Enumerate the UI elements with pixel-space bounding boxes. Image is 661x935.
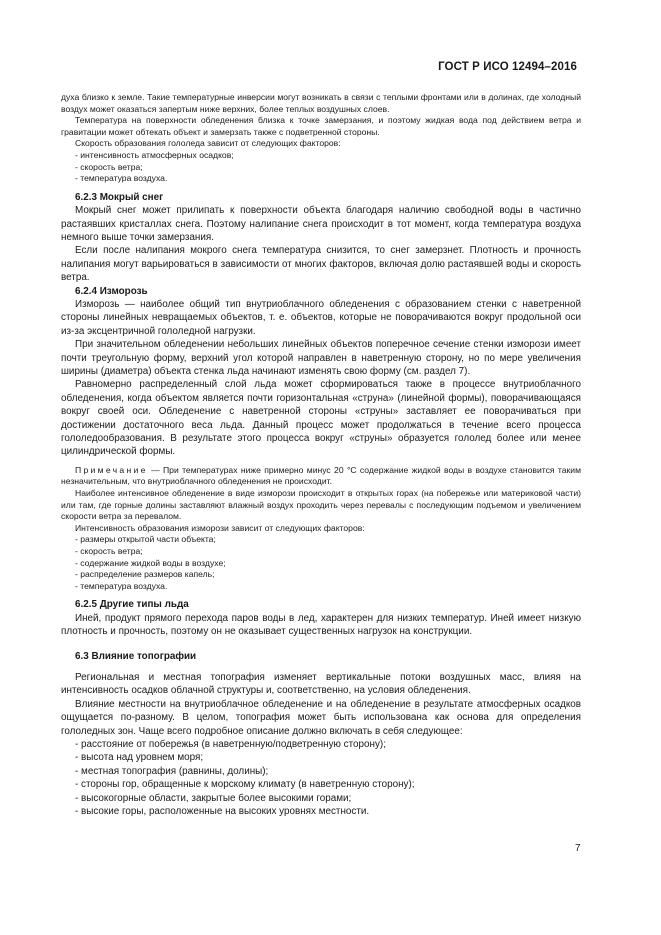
page-body <box>61 92 581 819</box>
page-number: 7 <box>575 843 581 854</box>
document-code: ГОСТ Р ИСО 12494–2016 <box>438 61 577 73</box>
paragraph: Мокрый снег может прилипать к поверхности объекта благодаря наличию свободной воды в частично растаявших кристаллах снега. Поэтому налипание снега происходит в тот момент, когда температура воздуха немного выше точки замерзания. <box>61 205 581 243</box>
list-item: - температура воздуха. <box>75 173 168 184</box>
list-item: - высокогорные области, закрытые более высокими горами; <box>75 792 352 804</box>
list-item: - интенсивность атмосферных осадков; <box>75 149 234 160</box>
list-item: - распределение размеров капель; <box>75 569 215 580</box>
list-item: - стороны гор, обращенные к морскому климату (в наветренную сторону); <box>75 779 415 791</box>
note <box>61 465 581 488</box>
section-heading-6-3: 6.3 Влияние топографии <box>75 650 197 662</box>
list-item: - скорость ветра; <box>75 161 143 172</box>
paragraph: Равномерно распределенный слой льда может сформироваться также в процессе внутриоблачного обледенения, когда объектом является почти горизонтальная «струна» (линейной формы), поворачивающаяся вокруг своей оси. Обледенение с наветренной стороны «струны» заставляет ее поворачиваться при достижении достаточного веса льда. Данный процесс может продолжаться в течение всего процесса гололедообразования. В результате этого процесса вокруг «струны» образуется гололед более или менее цилиндрической формы. <box>61 379 581 458</box>
section-heading-6-2-4: 6.2.4 Изморозь <box>75 285 148 297</box>
list-item: - расстояние от побережья (в наветренную/подветренную сторону); <box>75 739 386 751</box>
paragraph: Температура на поверхности обледенения близка к точке замерзания, и поэтому жидкая вода под действием ветра и гравитации может обтекать объект и замерзать также с подветренной стороны. <box>61 115 581 137</box>
list-item: - содержание жидкой воды в воздухе; <box>75 557 226 568</box>
paragraph: Иней, продукт прямого перехода паров воды в лед, характерен для низких температур. Иней имеет низкую плотность и прочность, поэтому он не оказывает существенных нагрузок на конструкции. <box>61 612 581 638</box>
paragraph: Изморозь — наиболее общий тип внутриоблачного обледенения с образованием стенки с наветренной стороны линейных невращаемых объектов, т. е. объектов, которые не поворачиваются вокруг продольной оси из-за эксцентричной гололедной нагрузки. <box>61 299 581 337</box>
list-item: - размеры открытой части объекта; <box>75 534 216 545</box>
paragraph: Наиболее интенсивное обледенение в виде изморози происходит в открытых горах (на побережье или материковой части) или там, где горные долины заставляют влажный воздух проходить через перевалы с последующим подъемом и увеличением скорости ветра за перевалом. <box>61 488 581 522</box>
list-item: - высота над уровнем моря; <box>75 752 204 764</box>
list-item: - скорость ветра; <box>75 546 143 557</box>
paragraph: Региональная и местная топография изменяет вертикальные потоки воздушных масс, влияя на интенсивность осадков облачной структуры и, соответственно, на условия обледенения. <box>61 672 581 697</box>
note-label: Примечание <box>75 464 148 475</box>
paragraph: Скорость образования гололеда зависит от следующих факторов: <box>75 138 341 149</box>
paragraph: При значительном обледенении небольших линейных объектов поперечное сечение стенки изморози имеет почти треугольную форму, верхний угол которой направлен в наветренную сторону, но по мере увеличения ширины (диаметра) объекта стенка льда начинают изменять свою форму (см. раздел 7). <box>61 339 581 378</box>
paragraph: духа близко к земле. Такие температурные инверсии могут возникать в связи с теплыми фронтами или в долинах, где холодный воздух может оказаться запертым ниже верхних, более теплых воздушных слоев. <box>61 92 581 114</box>
paragraph: Интенсивность образования изморози зависит от следующих факторов: <box>75 522 365 533</box>
paragraph: Если после налипания мокрого снега температура снизится, то снег замерзнет. Плотность и прочность налипания могут варьироваться в зависимости от многих факторов, включая долю растаявшей воды и скорость ветра. <box>61 245 581 284</box>
list-item: - высокие горы, расположенные на высоких уровнях местности. <box>75 806 370 818</box>
list-item: - температура воздуха. <box>75 580 168 591</box>
paragraph: Влияние местности на внутриоблачное обледенение и на обледенение в результате атмосферных осадков ощущается по-разному. В целом, топография может быть использована как основа для определения гололедных зон. Чаще всего подробное описание должно включать в себя следующее: <box>61 698 581 737</box>
section-heading-6-2-3: 6.2.3 Мокрый снег <box>75 191 164 203</box>
note-text: — При температурах ниже примерно минус 20 °С содержание жидкой воды в воздухе становится таким незначительным, что внутриоблачного обледенения не происходит. <box>61 464 581 487</box>
section-heading-6-2-5: 6.2.5 Другие типы льда <box>75 599 189 611</box>
list-item: - местная топография (равнины, долины); <box>75 765 269 777</box>
